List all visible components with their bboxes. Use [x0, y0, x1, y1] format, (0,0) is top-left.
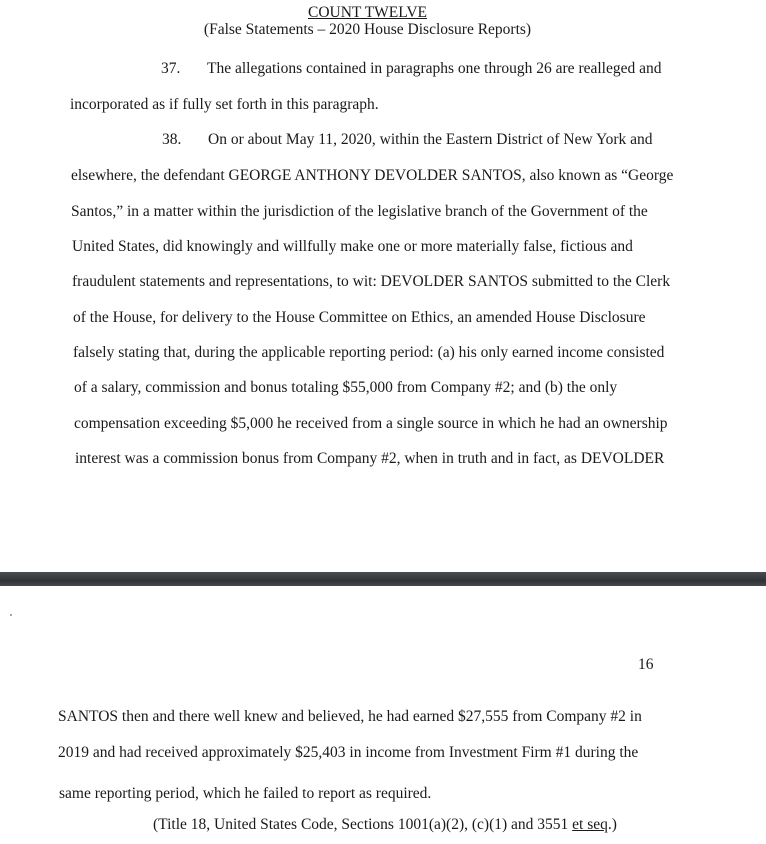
paragraph-37-number: 37.: [161, 60, 181, 77]
paragraph-38-first-line: [162, 131, 653, 149]
paragraph-37-line: incorporated as if fully set forth in this paragraph.: [70, 96, 379, 113]
paragraph-38-line: interest was a commission bonus from Company #2, when in truth and in fact, as DEVOLDER: [75, 450, 665, 467]
paragraph-38-line: compensation exceeding $5,000 he received from a single source in which he had an ownership: [74, 415, 668, 432]
continuation-line: SANTOS then and there well knew and believed, he had earned $27,555 from Company #2 in: [58, 708, 642, 725]
citation-prefix: (Title 18, United States Code, Sections 1001(a)(2), (c)(1) and 3551: [153, 816, 573, 833]
paragraph-38-line: elsewhere, the defendant GEORGE ANTHONY DEVOLDER SANTOS, also known as “George: [71, 167, 674, 184]
continuation-line: same reporting period, which he failed to report as required.: [59, 785, 432, 802]
count-heading: [0, 4, 735, 22]
paragraph-38-line: of the House, for delivery to the House Committee on Ethics, an amended House Disclosure: [73, 309, 646, 326]
citation-et-seq: et seq: [572, 816, 608, 833]
page-divider: [0, 572, 766, 586]
page-number: 16: [638, 656, 654, 673]
count-subtitle: (False Statements – 2020 House Disclosure Reports): [203, 21, 532, 38]
paragraph-38-line: Santos,” in a matter within the jurisdiction of the legislative branch of the Government of the: [71, 203, 648, 220]
paragraph-38-line: United States, did knowingly and willfully make one or more materially false, fictious and: [72, 238, 633, 255]
paragraph-37-text: The allegations contained in paragraphs one through 26 are realleged and: [207, 60, 662, 77]
scan-speck: [10, 614, 12, 616]
citation-suffix: .): [607, 816, 617, 833]
paragraph-38-number: 38.: [162, 131, 182, 148]
count-title: COUNT TWELVE: [308, 4, 427, 21]
paragraph-38-line: fraudulent statements and representations, to wit: DEVOLDER SANTOS submitted to the Clerk: [72, 273, 671, 290]
statute-citation: [153, 816, 617, 834]
paragraph-38-line: falsely stating that, during the applicable reporting period: (a) his only earned income consisted: [73, 344, 665, 361]
continuation-line: 2019 and had received approximately $25,403 in income from Investment Firm #1 during the: [58, 744, 639, 761]
paragraph-38-line: of a salary, commission and bonus totaling $55,000 from Company #2; and (b) the only: [74, 379, 618, 396]
paragraph-37-first-line: [161, 60, 662, 78]
paragraph-38-text: On or about May 11, 2020, within the Eastern District of New York and: [208, 131, 653, 148]
